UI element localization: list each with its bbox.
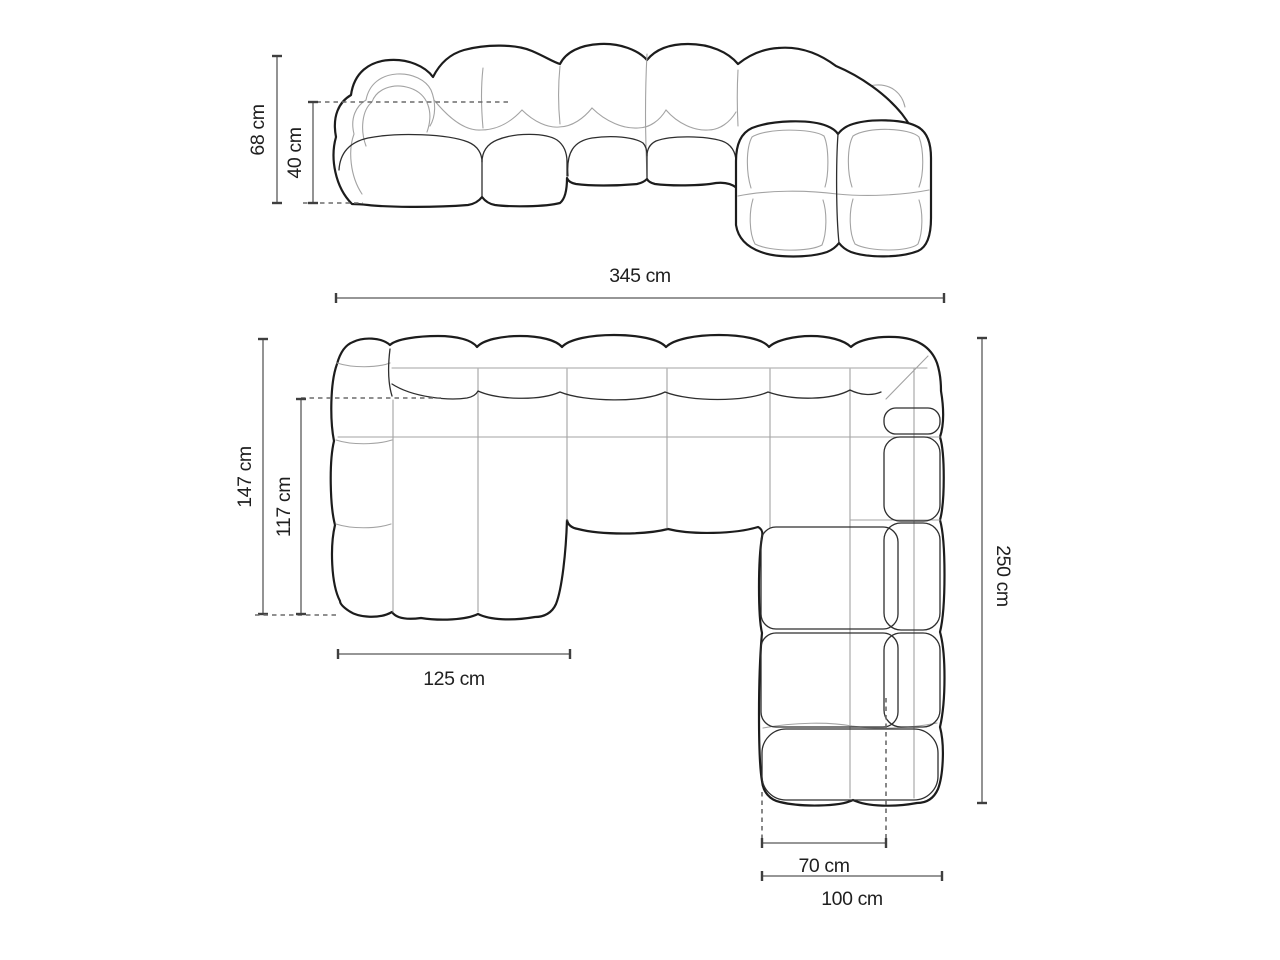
dim-chaise-seat-width-label: 70 cm <box>798 855 850 877</box>
dim-left-depth-label: 147 cm <box>234 446 256 508</box>
chaise-front-outline <box>736 120 931 256</box>
dim-chaise-total-width-label: 100 cm <box>821 888 883 910</box>
dim-chaise-total-width <box>762 871 942 910</box>
dim-chaise-length-label: 250 cm <box>992 545 1014 607</box>
dim-left-depth <box>234 339 268 614</box>
dim-total-height <box>247 56 282 203</box>
dim-left-inner-depth-label: 117 cm <box>273 476 295 538</box>
dim-left-section-width <box>338 649 570 690</box>
dim-total-width <box>336 265 944 303</box>
front-chaise-panel <box>736 120 931 256</box>
dim-seat-height-label: 40 cm <box>284 127 306 179</box>
plan-sofa-outline <box>331 335 945 806</box>
front-elevation-view <box>247 44 931 257</box>
dim-total-width-label: 345 cm <box>609 265 671 287</box>
dim-chaise-length <box>977 338 1014 803</box>
dim-left-section-width-label: 125 cm <box>423 668 485 690</box>
top-plan-view <box>234 265 1014 910</box>
dim-total-height-label: 68 cm <box>247 104 269 156</box>
